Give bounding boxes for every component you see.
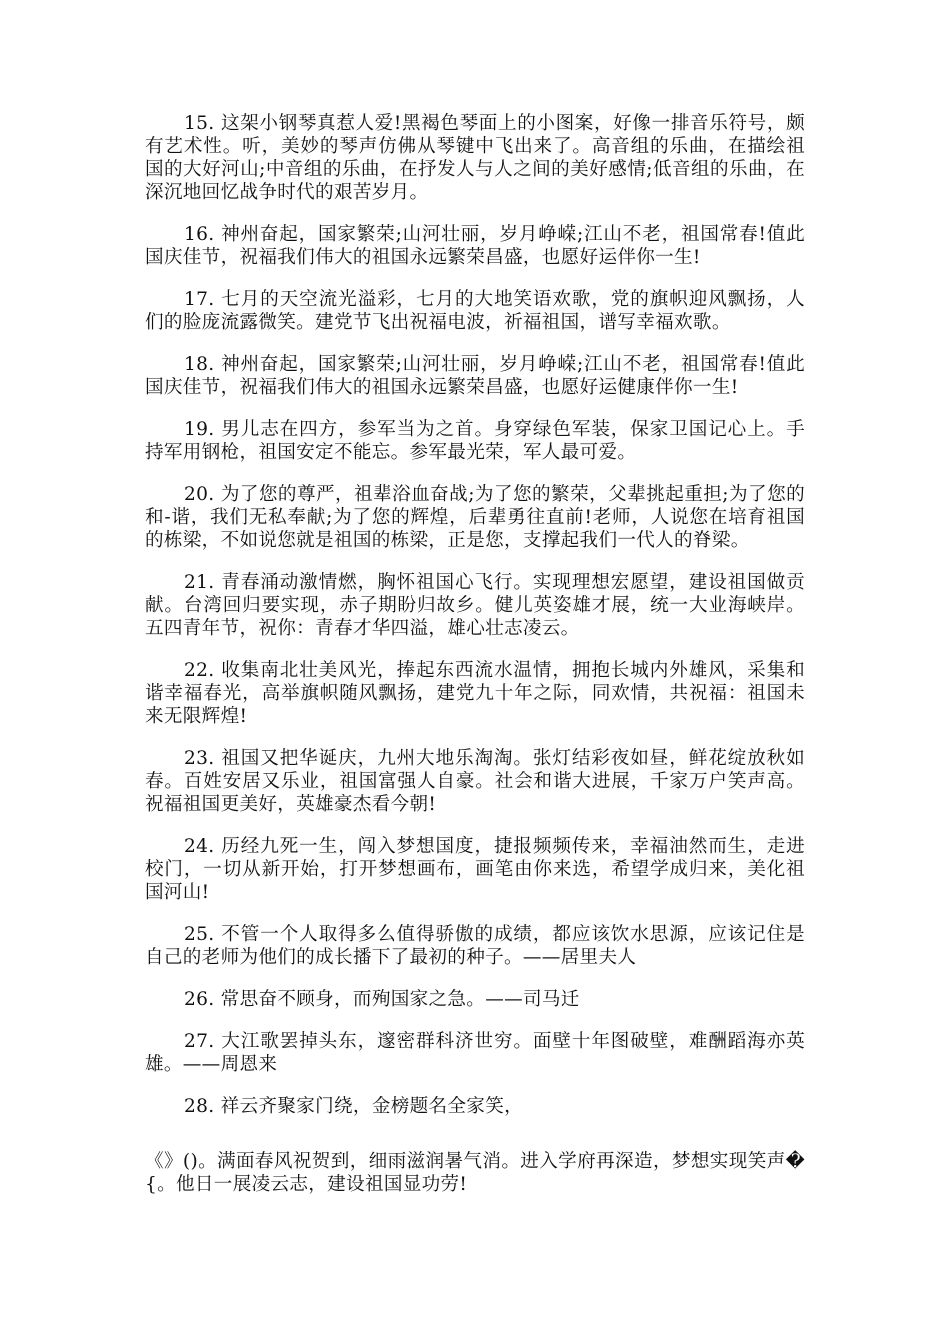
paragraph-28-continuation: 《》()。满面春风祝贺到，细雨滋润暑气消。进入学府再深造，梦想实现笑声�{。他日一展凌云志，建设祖国显功劳!: [145, 1151, 805, 1195]
paragraph-28: 28. 祥云齐聚家门绕，金榜题名全家笑，: [184, 1096, 523, 1117]
paragraph-23: 23. 祖国又把华诞庆，九州大地乐淘淘。张灯结彩夜如昼，鲜花绽放秋如春。百姓安居又乐业，祖国富强人自豪。社会和谐大进展，千家万户笑声高。祝福祖国更美好，英雄豪杰看今朝!: [145, 748, 805, 815]
paragraph-18: 18. 神州奋起，国家繁荣;山河壮丽，岁月峥嵘;江山不老，祖国常春!值此国庆佳节，祝福我们伟大的祖国永远繁荣昌盛，也愿好运健康伴你一生!: [145, 354, 805, 398]
paragraph-17: 17. 七月的天空流光溢彩，七月的大地笑语欢歌，党的旗帜迎风飘扬，人们的脸庞流露微笑。建党节飞出祝福电波，祈福祖国，谱写幸福欢歌。: [145, 289, 805, 333]
paragraph-20: 20. 为了您的尊严，祖辈浴血奋战;为了您的繁荣，父辈挑起重担;为了您的和-谐，我们无私奉献;为了您的辉煌，后辈勇往直前!老师，人说您在培育祖国的栋梁，不如说您就是祖国的栋梁，正是您，支撑起我们一代人的脊梁。: [145, 484, 805, 551]
paragraph-15: 15. 这架小钢琴真惹人爱!黑褐色琴面上的小图案，好像一排音乐符号，颇有艺术性。听，美妙的琴声仿佛从琴键中飞出来了。高音组的乐曲，在描绘祖国的大好河山;中音组的乐曲，在抒发人与人之间的美好感情;低音组的乐曲，在深沉地回忆战争时代的艰苦岁月。: [145, 113, 805, 203]
paragraph-21: 21. 青春涌动激情燃，胸怀祖国心飞行。实现理想宏愿望，建设祖国做贡献。台湾回归要实现，赤子期盼归故乡。健儿英姿雄才展，统一大业海峡岸。五四青年节，祝你：青春才华四溢，雄心壮志凌云。: [145, 572, 805, 639]
paragraph-26: 26. 常思奋不顾身，而殉国家之急。——司马迁: [184, 989, 580, 1010]
paragraph-24: 24. 历经九死一生，闯入梦想国度，捷报频频传来，幸福油然而生，走进校门，一切从新开始，打开梦想画布，画笔由你来选，希望学成归来，美化祖国河山!: [145, 836, 805, 903]
document-page: [145, 112, 805, 1137]
paragraph-16: 16. 神州奋起，国家繁荣;山河壮丽，岁月峥嵘;江山不老，祖国常春!值此国庆佳节，祝福我们伟大的祖国永远繁荣昌盛，也愿好运伴你一生!: [145, 224, 805, 268]
paragraph-19: 19. 男儿志在四方，参军当为之首。身穿绿色军装，保家卫国记心上。手持军用钢枪，祖国安定不能忘。参军最光荣，军人最可爱。: [145, 419, 805, 463]
paragraph-25: 25. 不管一个人取得多么值得骄傲的成绩，都应该饮水思源，应该记住是自己的老师为他们的成长播下了最初的种子。——居里夫人: [145, 924, 805, 968]
paragraph-27: 27. 大江歌罢掉头东，邃密群科济世穷。面壁十年图破壁，难酬蹈海亦英雄。——周恩来: [145, 1031, 805, 1075]
paragraph-22: 22. 收集南北壮美风光，捧起东西流水温情，拥抱长城内外雄风，采集和谐幸福春光，高举旗帜随风飘扬，建党九十年之际，同欢情，共祝福：祖国未来无限辉煌!: [145, 660, 805, 727]
